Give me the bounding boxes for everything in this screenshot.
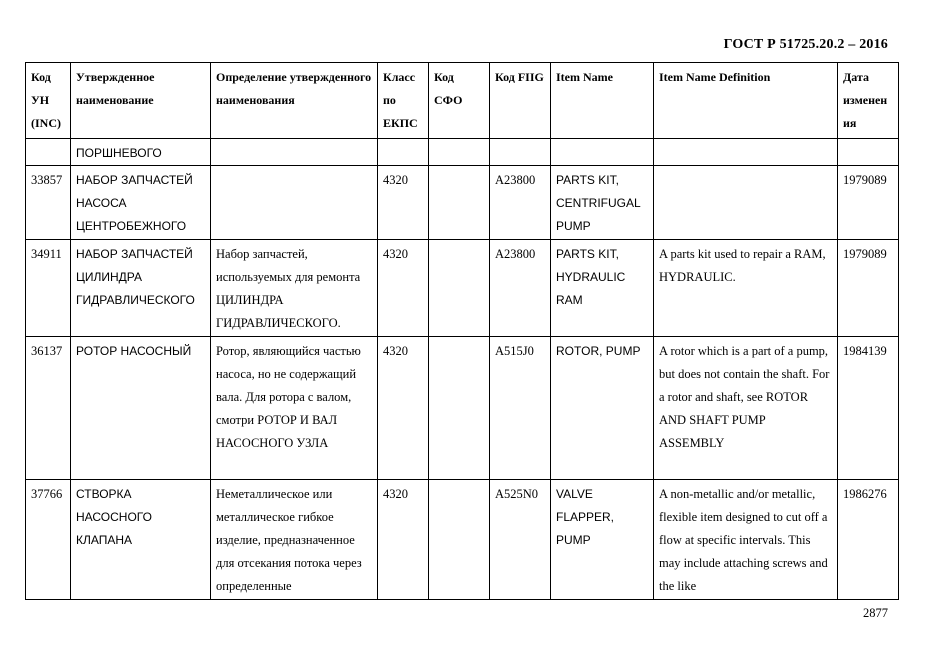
cell-sfo-code <box>429 480 490 600</box>
cell-change-date: 1986276 <box>838 480 899 600</box>
cell-approved-name: СТВОРКА НАСОСНОГО КЛАПАНА <box>71 480 211 600</box>
header-item-name: Item Name <box>551 63 654 139</box>
cell-sfo-code <box>429 337 490 480</box>
cell-item-name <box>551 139 654 166</box>
header-row <box>26 63 899 139</box>
cell-definition <box>211 139 378 166</box>
cell-item-name: VALVE FLAPPER, PUMP <box>551 480 654 600</box>
cell-definition: Неметаллическое или металлическое гибкое изделие, предназначенное для отсекания потока через определенные <box>211 480 378 600</box>
cell-inc: 37766 <box>26 480 71 600</box>
cell-inc: 34911 <box>26 240 71 337</box>
cell-item-name: PARTS KIT, HYDRAULIC RAM <box>551 240 654 337</box>
cell-ekps-class: 4320 <box>378 337 429 480</box>
table-row <box>26 166 899 240</box>
table-row <box>26 337 899 480</box>
cell-item-name-definition: A parts kit used to repair a RAM, HYDRAULIC. <box>654 240 838 337</box>
cell-ekps-class <box>378 139 429 166</box>
cell-ekps-class: 4320 <box>378 166 429 240</box>
table-row <box>26 480 899 600</box>
cell-definition <box>211 166 378 240</box>
cell-sfo-code <box>429 139 490 166</box>
cell-approved-name: РОТОР НАСОСНЫЙ <box>71 337 211 480</box>
cell-fiig-code <box>490 139 551 166</box>
cell-approved-name: НАБОР ЗАПЧАСТЕЙ ЦИЛИНДРА ГИДРАВЛИЧЕСКОГО <box>71 240 211 337</box>
cell-ekps-class: 4320 <box>378 240 429 337</box>
cell-item-name: ROTOR, PUMP <box>551 337 654 480</box>
cell-approved-name: ПОРШНЕВОГО <box>71 139 211 166</box>
header-definition: Определение утвержденного наименования <box>211 63 378 139</box>
cell-item-name-definition: A rotor which is a part of a pump, but does not contain the shaft. For a rotor and shaft, see ROTOR AND SHAFT PUMP ASSEMBLY <box>654 337 838 480</box>
table-row <box>26 139 899 166</box>
header-ekps-class: Класс по ЕКПС <box>378 63 429 139</box>
cell-item-name-definition <box>654 166 838 240</box>
header-item-name-definition: Item Name Definition <box>654 63 838 139</box>
header-sfo-code: Код СФО <box>429 63 490 139</box>
document-standard-title: ГОСТ Р 51725.20.2 – 2016 <box>723 37 888 52</box>
cell-approved-name: НАБОР ЗАПЧАСТЕЙ НАСОСА ЦЕНТРОБЕЖНОГО <box>71 166 211 240</box>
cell-inc: 33857 <box>26 166 71 240</box>
cell-inc: 36137 <box>26 337 71 480</box>
cell-change-date: 1979089 <box>838 166 899 240</box>
header-approved-name: Утвержденное наименование <box>71 63 211 139</box>
table-row <box>26 240 899 337</box>
cell-item-name-definition: A non-metallic and/or metallic, flexible item designed to cut off a flow at specific intervals. This may include attaching screws and the like <box>654 480 838 600</box>
cell-fiig-code: A23800 <box>490 240 551 337</box>
cell-definition: Набор запчастей, используемых для ремонта ЦИЛИНДРА ГИДРАВЛИЧЕСКОГО. <box>211 240 378 337</box>
header-inc: Код УН (INC) <box>26 63 71 139</box>
cell-item-name: PARTS KIT, CENTRIFUGAL PUMP <box>551 166 654 240</box>
cell-fiig-code: A23800 <box>490 166 551 240</box>
cell-change-date <box>838 139 899 166</box>
cell-item-name-definition <box>654 139 838 166</box>
cell-change-date: 1984139 <box>838 337 899 480</box>
header-fiig-code: Код FIIG <box>490 63 551 139</box>
cell-inc <box>26 139 71 166</box>
nomenclature-table <box>25 62 899 600</box>
cell-change-date: 1979089 <box>838 240 899 337</box>
cell-sfo-code <box>429 166 490 240</box>
cell-definition: Ротор, являющийся частью насоса, но не содержащий вала. Для ротора с валом, смотри РОТОР И ВАЛ НАСОСНОГО УЗЛА <box>211 337 378 480</box>
cell-sfo-code <box>429 240 490 337</box>
header-change-date: Дата изменения <box>838 63 899 139</box>
cell-fiig-code: A525N0 <box>490 480 551 600</box>
cell-ekps-class: 4320 <box>378 480 429 600</box>
cell-fiig-code: A515J0 <box>490 337 551 480</box>
page-number: 2877 <box>863 606 888 620</box>
